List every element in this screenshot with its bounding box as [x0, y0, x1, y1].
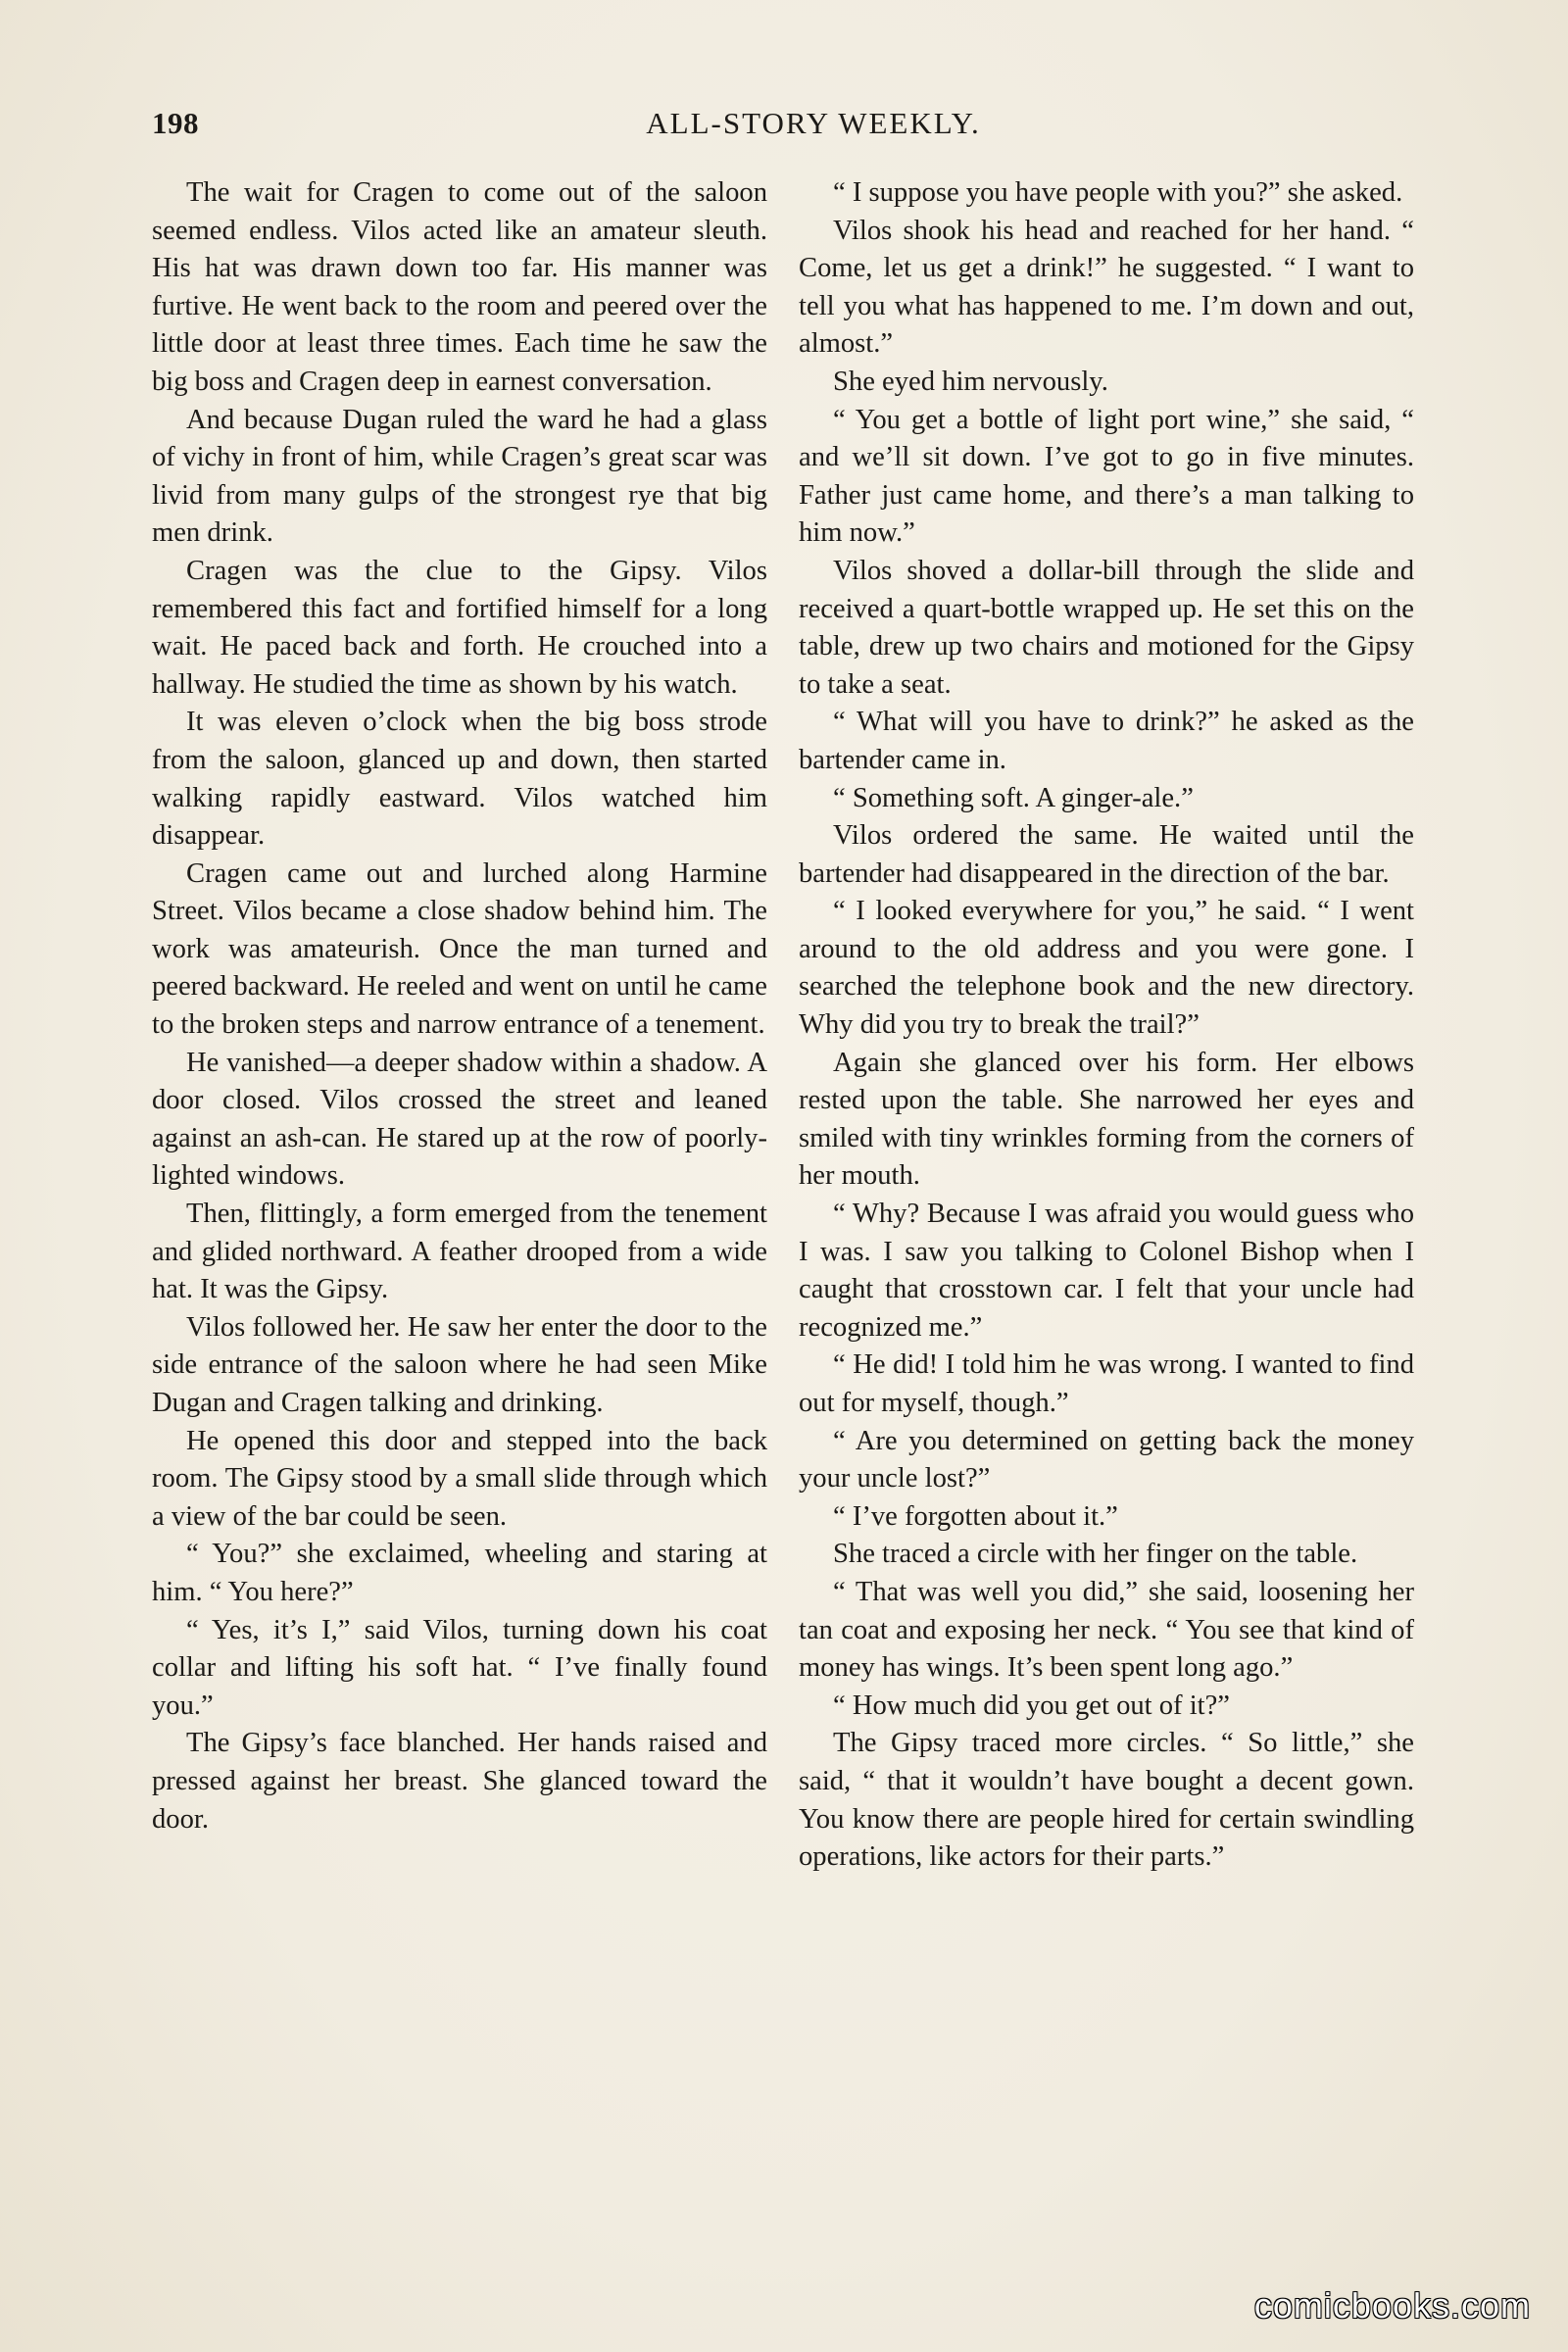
paragraph: Cragen came out and lurched along Harmine Street. Vilos became a close shadow behind him. The work was amateurish. Once the man turned and peered backward. He reeled and went on until he came to the broken steps and narrow entrance of a tenement. — [152, 858, 767, 1041]
paragraph: Vilos ordered the same. He waited until the bartender had disappeared in the direction of the bar. — [799, 820, 1414, 889]
running-title: ALL-STORY WEEKLY. — [646, 106, 981, 140]
paragraph: Cragen was the clue to the Gipsy. Vilos remembered this fact and fortified himself for a long wait. He paced back and forth. He crouched into a hallway. He studied the time as shown by his watch. — [152, 555, 767, 700]
paragraph: The wait for Cragen to come out of the saloon seemed endless. Vilos acted like an amateur sleuth. His hat was drawn down too far. His manner was furtive. He went back to the room and peered over the little door at least three times. Each time he saw the big boss and Cragen deep in earnest conversation. — [152, 177, 767, 397]
paragraph: “ Yes, it’s I,” said Vilos, turning down his coat collar and lifting his soft hat. “ I’ve finally found you.” — [152, 1614, 767, 1721]
paragraph: “ He did! I told him he was wrong. I wanted to find out for myself, though.” — [799, 1349, 1414, 1418]
paragraph: And because Dugan ruled the ward he had a glass of vichy in front of him, while Cragen’s great scar was livid from many gulps of the strongest rye that big men drink. — [152, 404, 767, 549]
paragraph: “ How much did you get out of it?” — [833, 1690, 1230, 1721]
paragraph: “ You?” she exclaimed, wheeling and staring at him. “ You here?” — [152, 1539, 767, 1607]
paragraph: She eyed him nervously. — [833, 366, 1108, 397]
paragraph: He vanished—a deeper shadow within a shadow. A door closed. Vilos crossed the street and leaned against an ash-can. He stared up at the row of poorly-lighted windows. — [152, 1047, 767, 1192]
paragraph: “ You get a bottle of light port wine,” she said, “ and we’ll sit down. I’ve got to go in five minutes. Father just came home, and there’s a man talking to him now.” — [799, 404, 1414, 549]
site-watermark: comicbooks.com — [1253, 2285, 1531, 2326]
paragraph: “ I suppose you have people with you?” she asked. — [833, 177, 1403, 208]
paragraph: “ Something soft. A ginger-ale.” — [833, 782, 1194, 813]
paragraph: Then, flittingly, a form emerged from the tenement and glided northward. A feather drooped from a wide hat. It was the Gipsy. — [152, 1199, 767, 1305]
right-text-column — [799, 174, 1414, 1877]
paragraph: “ Why? Because I was afraid you would guess who I was. I saw you talking to Colonel Bishop when I caught that crosstown car. I felt that your uncle had recognized me.” — [799, 1199, 1414, 1343]
paragraph: “ I’ve forgotten about it.” — [833, 1500, 1118, 1532]
page-number: 198 — [152, 106, 199, 140]
paragraph: The Gipsy traced more circles. “ So little,” she said, “ that it wouldn’t have bought a decent gown. You know there are people hired for certain swindling operations, like actors for their parts.” — [799, 1728, 1414, 1873]
paragraph: “ I looked everywhere for you,” he said. “ I went around to the old address and you were gone. I searched the telephone book and the new directory. Why did you try to break the trail?” — [799, 896, 1414, 1041]
paragraph: “ What will you have to drink?” he asked as the bartender came in. — [799, 707, 1414, 775]
paragraph: Vilos shook his head and reached for her hand. “ Come, let us get a drink!” he suggested. “ I want to tell you what has happened to me. I’m down and out, almost.” — [799, 215, 1414, 360]
paragraph: She traced a circle with her finger on the table. — [833, 1539, 1358, 1570]
paragraph: It was eleven o’clock when the big boss strode from the saloon, glanced up and down, then started walking rapidly eastward. Vilos watched him disappear. — [152, 707, 767, 852]
left-text-column — [152, 174, 767, 1838]
page-header — [152, 106, 1475, 153]
paragraph: Vilos followed her. He saw her enter the door to the side entrance of the saloon where he had seen Mike Dugan and Cragen talking and drinking. — [152, 1311, 767, 1418]
paragraph: Vilos shoved a dollar-bill through the slide and received a quart-bottle wrapped up. He set this on the table, drew up two chairs and motioned for the Gipsy to take a seat. — [799, 555, 1414, 700]
paragraph: “ Are you determined on getting back the money your uncle lost?” — [799, 1425, 1414, 1494]
paragraph: “ That was well you did,” she said, loosening her tan coat and exposing her neck. “ You see that kind of money has wings. It’s been spent long ago.” — [799, 1576, 1414, 1684]
paragraph: The Gipsy’s face blanched. Her hands raised and pressed against her breast. She glanced toward the door. — [152, 1728, 767, 1835]
paragraph: Again she glanced over his form. Her elbows rested upon the table. She narrowed her eyes and smiled with tiny wrinkles forming from the corners of her mouth. — [799, 1047, 1414, 1192]
paragraph: He opened this door and stepped into the back room. The Gipsy stood by a small slide through which a view of the bar could be seen. — [152, 1425, 767, 1532]
